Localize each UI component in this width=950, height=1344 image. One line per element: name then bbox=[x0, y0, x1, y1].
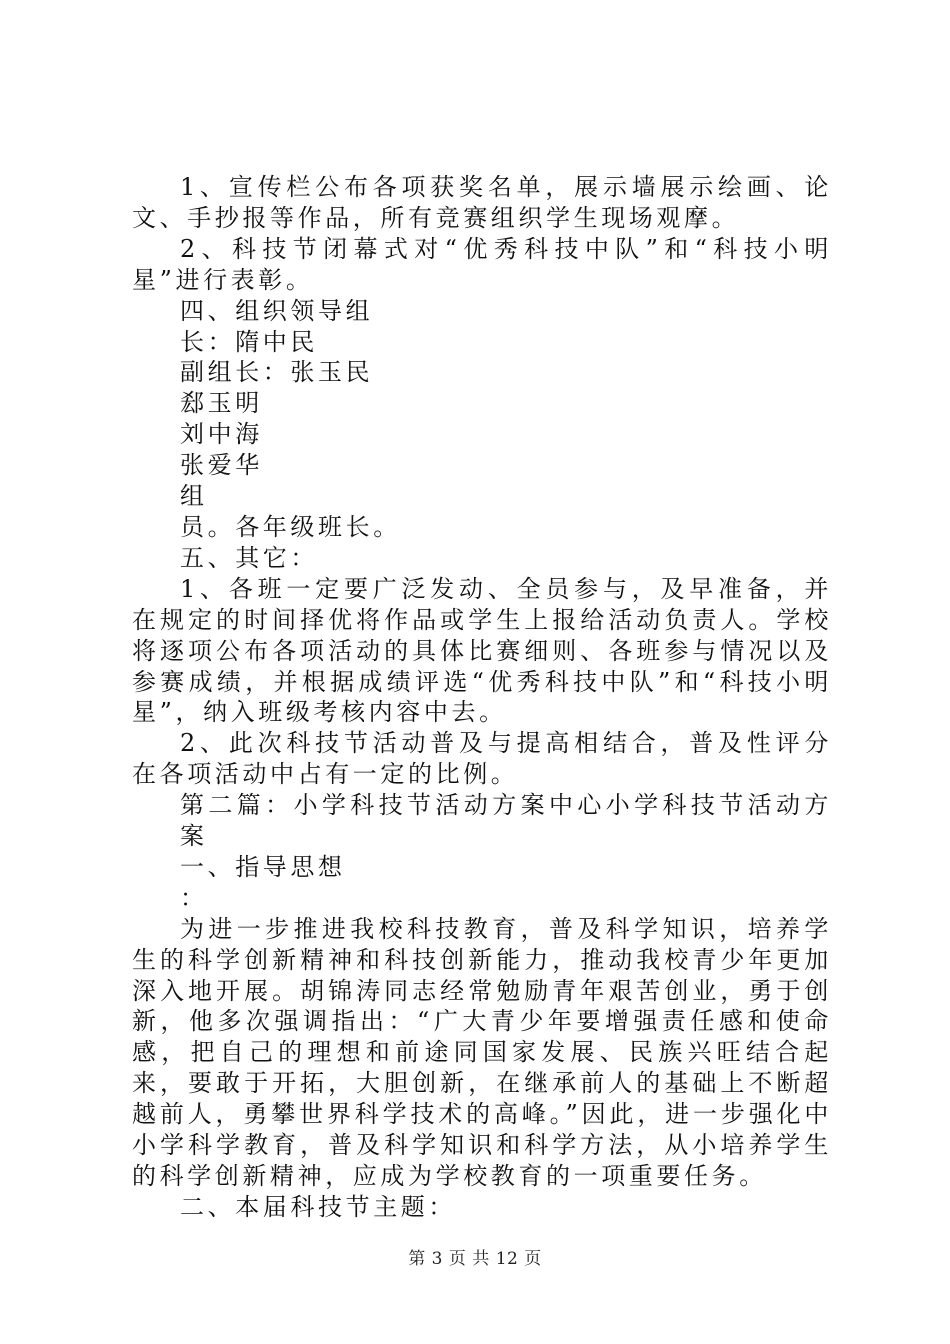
colon-line: ： bbox=[180, 883, 208, 912]
paragraph-guiding-thought-body: 为进一步推进我校科技教育，普及科学知识，培养学生的科学创新精神和科技创新能力，推动我校青少年更加深入地开展。胡锦涛同志经常勉励青年艰苦创业，勇于创新，他多次强调指出：“广大青少年要增强责任感和使命感，把自己的理想和前途同国家发展、民族兴旺结合起来，要敢于开拓，大胆创新，在继承前人的基础上不断超越前人，勇攀世界科学技术的高峰。”因此，进一步强化中小学科学教育，普及科学知识和科学方法，从小培养学生的科学创新精神，应成为学校教育的一项重要任务。 bbox=[132, 914, 832, 1190]
heading-part-two: 第二篇：小学科技节活动方案中心小学科技节活动方案 bbox=[180, 791, 832, 851]
member-name-3: 张爱华 bbox=[180, 451, 263, 480]
page-number-footer: 第 3 页 共 12 页 bbox=[408, 1249, 542, 1269]
document-body bbox=[132, 172, 832, 1223]
member-name-2: 刘中海 bbox=[180, 420, 263, 449]
deputy-leader-line: 副组长：张玉民 bbox=[180, 358, 374, 387]
paragraph-class-participation: 1、各班一定要广泛发动、全员参与，及早准备，并在规定的时间择优将作品或学生上报给活动负责人。学校将逐项公布各项活动的具体比赛细则、各班参与情况以及参赛成绩，并根据成绩评选“优秀科技中队”和“科技小明星”，纳入班级考核内容中去。 bbox=[132, 574, 832, 727]
members-line: 员。各年级班长。 bbox=[180, 512, 401, 541]
member-name-1: 郄玉明 bbox=[180, 389, 263, 418]
paragraph-commendation: 2、科技节闭幕式对“优秀科技中队”和“科技小明星”进行表彰。 bbox=[132, 234, 832, 294]
group-label: 组 bbox=[180, 482, 208, 511]
leader-line: 长：隋中民 bbox=[180, 327, 318, 356]
heading-festival-theme: 二、本届科技节主题： bbox=[180, 1192, 456, 1221]
heading-leadership-group: 四、组织领导组 bbox=[180, 296, 374, 325]
heading-guiding-thought: 一、指导思想 bbox=[180, 852, 346, 881]
heading-other: 五、其它： bbox=[180, 543, 318, 572]
paragraph-award-list: 1、宣传栏公布各项获奖名单，展示墙展示绘画、论文、手抄报等作品，所有竞赛组织学生现场观摩。 bbox=[132, 173, 832, 232]
paragraph-scoring: 2、此次科技节活动普及与提高相结合，普及性评分在各项活动中占有一定的比例。 bbox=[132, 729, 832, 789]
